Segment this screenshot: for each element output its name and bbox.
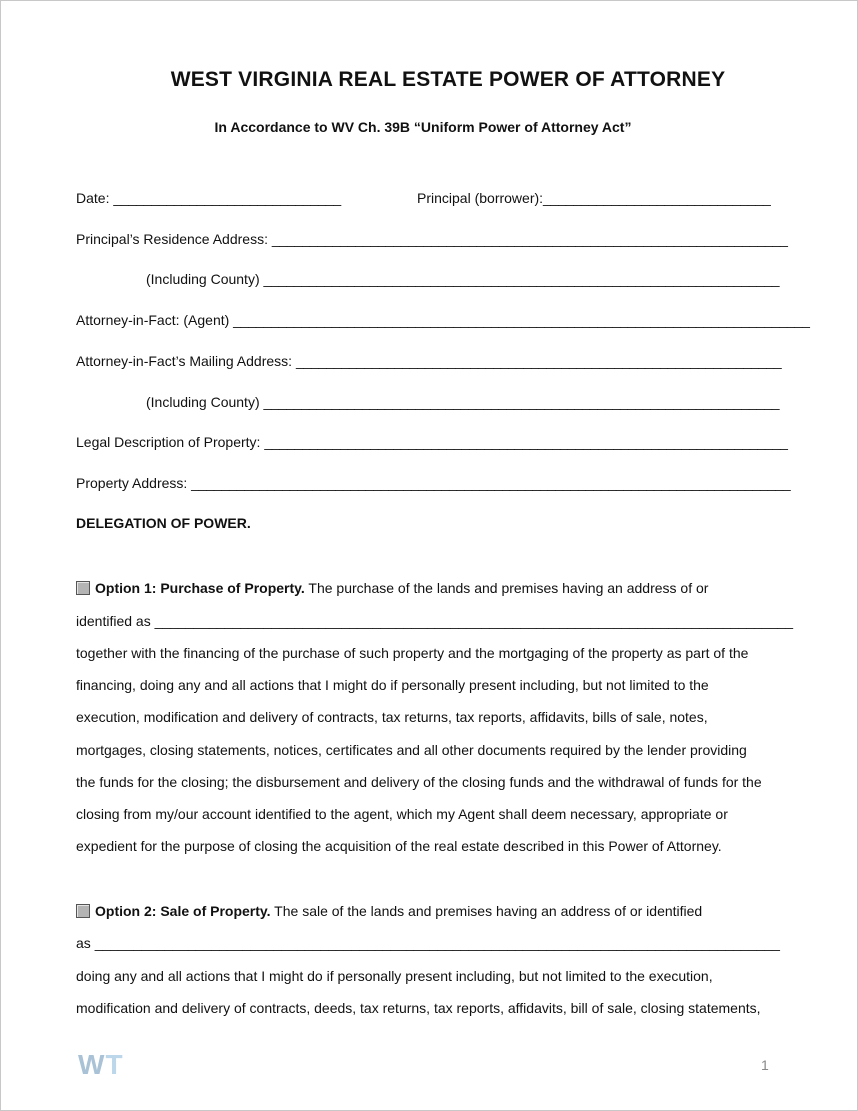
option1-title: Option 1: Purchase of Property. bbox=[95, 580, 305, 596]
option1-line: financing, doing any and all actions that I might do if personally present including, but not limited to the bbox=[76, 677, 709, 693]
agent-mailing-field[interactable] bbox=[76, 352, 781, 370]
date-blank[interactable]: ______________________________ bbox=[113, 190, 341, 206]
agent-field[interactable] bbox=[76, 311, 810, 329]
option2-as-label: as bbox=[76, 935, 91, 951]
agent-mailing-label: Attorney-in-Fact’s Mailing Address: bbox=[76, 353, 293, 369]
principal-blank[interactable]: ______________________________ bbox=[543, 190, 771, 206]
property-address-field[interactable] bbox=[76, 474, 790, 492]
document-subtitle: In Accordance to WV Ch. 39B “Uniform Power of Attorney Act” bbox=[214, 119, 632, 135]
option1-checkbox[interactable] bbox=[76, 581, 90, 595]
option2-line: modification and delivery of contracts, deeds, tax returns, tax reports, affidavits, bill of sale, closing statements, bbox=[76, 1000, 761, 1016]
option1-identified-blank[interactable]: __________________________________________________________________________________ bbox=[154, 613, 794, 629]
option2-header bbox=[76, 902, 702, 920]
option1-line: execution, modification and delivery of contracts, tax returns, tax reports, affidavits, bills of sale, notes, bbox=[76, 709, 708, 725]
legal-desc-label: Legal Description of Property: bbox=[76, 434, 261, 450]
option2-as-blank[interactable]: ________________________________________________________________________________________ bbox=[94, 935, 780, 951]
agent-blank[interactable]: ____________________________________________________________________________ bbox=[233, 312, 810, 328]
page-number: 1 bbox=[761, 1057, 769, 1073]
residence-blank[interactable]: ____________________________________________________________________ bbox=[271, 231, 788, 247]
wt-logo bbox=[78, 1049, 124, 1081]
residence-county-field[interactable] bbox=[146, 270, 779, 288]
principal-label: Principal (borrower): bbox=[417, 190, 544, 206]
logo-letter-w: W bbox=[78, 1049, 106, 1080]
option1-identified-field[interactable] bbox=[76, 612, 793, 630]
county1-blank[interactable]: ____________________________________________________________________ bbox=[263, 271, 780, 287]
date-label: Date: bbox=[76, 190, 110, 206]
option1-lead: The purchase of the lands and premises having an address of or bbox=[304, 580, 709, 596]
principal-field[interactable] bbox=[417, 189, 771, 207]
residence-label: Principal’s Residence Address: bbox=[76, 231, 268, 247]
county2-label: (Including County) bbox=[146, 394, 260, 410]
date-field[interactable] bbox=[76, 189, 341, 207]
option1-line: together with the financing of the purchase of such property and the mortgaging of the property as part of the bbox=[76, 645, 749, 661]
option1-line: closing from my/our account identified to the agent, which my Agent shall deem necessary, appropriate or bbox=[76, 806, 728, 822]
option1-line: mortgages, closing statements, notices, certificates and all other documents required by the lender providing bbox=[76, 742, 747, 758]
agent-mailing-blank[interactable]: ________________________________________________________________ bbox=[295, 353, 782, 369]
county2-blank[interactable]: ____________________________________________________________________ bbox=[263, 394, 780, 410]
logo-letter-t: T bbox=[105, 1049, 124, 1080]
option1-identified-label: identified as bbox=[76, 613, 151, 629]
option1-header bbox=[76, 579, 708, 597]
agent-label: Attorney-in-Fact: (Agent) bbox=[76, 312, 230, 328]
county1-label: (Including County) bbox=[146, 271, 260, 287]
option2-as-field[interactable] bbox=[76, 934, 780, 952]
residence-address-field[interactable] bbox=[76, 230, 788, 248]
option2-lead: The sale of the lands and premises having an address of or identified bbox=[270, 903, 703, 919]
document-title: WEST VIRGINIA REAL ESTATE POWER OF ATTORNEY bbox=[170, 68, 726, 91]
option2-title: Option 2: Sale of Property. bbox=[95, 903, 271, 919]
agent-county-field[interactable] bbox=[146, 393, 779, 411]
option2-line: doing any and all actions that I might do if personally present including, but not limited to the execution, bbox=[76, 968, 713, 984]
option1-line: the funds for the closing; the disbursement and delivery of the closing funds and the withdrawal of funds for the bbox=[76, 774, 762, 790]
option1-line: expedient for the purpose of closing the acquisition of the real estate described in this Power of Attorney. bbox=[76, 838, 722, 854]
legal-desc-blank[interactable]: _____________________________________________________________________ bbox=[264, 434, 788, 450]
property-address-label: Property Address: bbox=[76, 475, 188, 491]
delegation-heading: DELEGATION OF POWER. bbox=[76, 515, 251, 531]
legal-description-field[interactable] bbox=[76, 433, 788, 451]
property-address-blank[interactable]: _______________________________________________________________________________ bbox=[191, 475, 791, 491]
option2-checkbox[interactable] bbox=[76, 904, 90, 918]
